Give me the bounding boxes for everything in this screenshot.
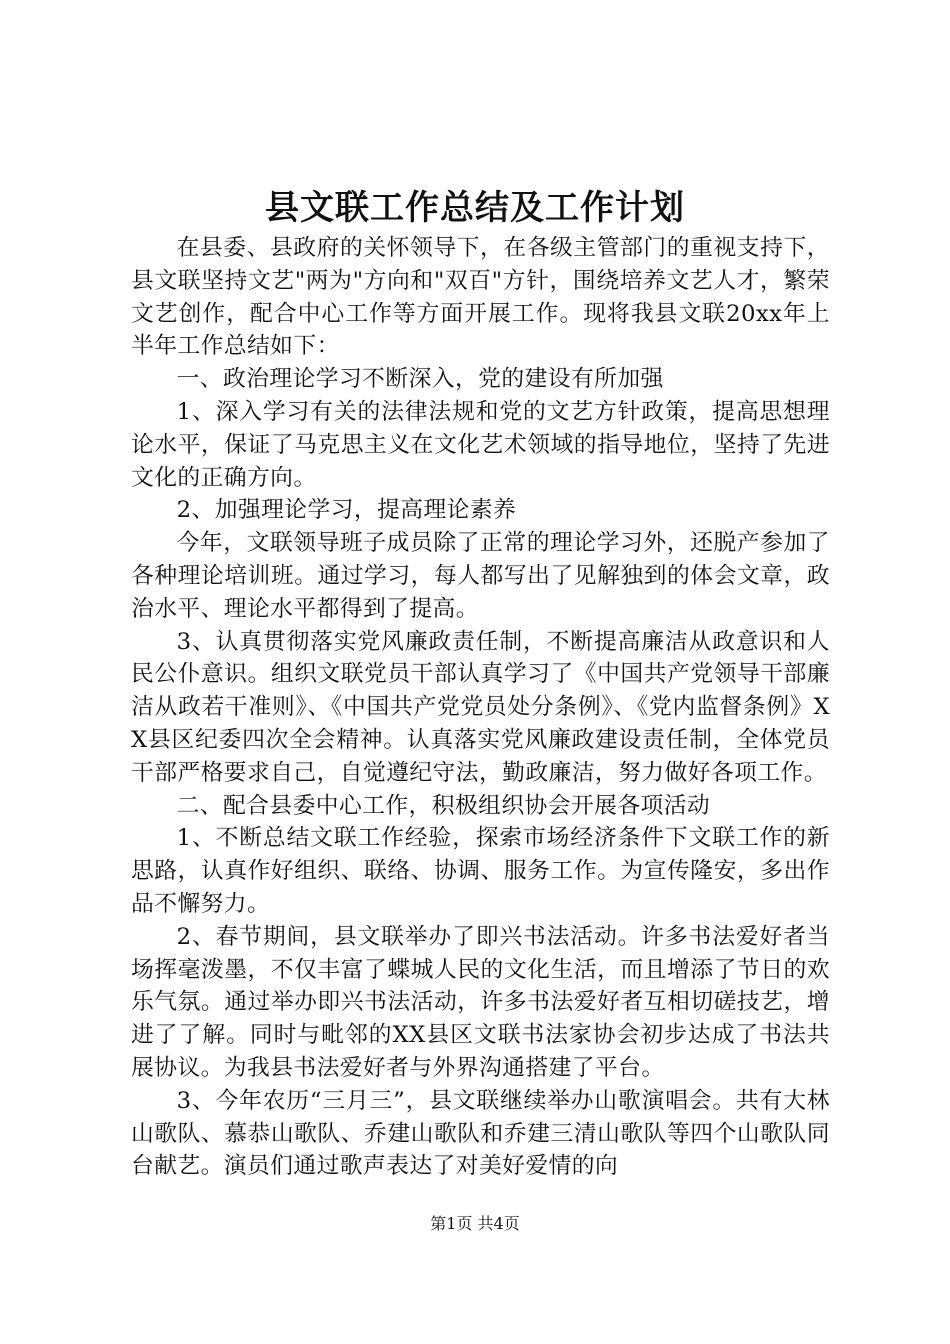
- document-title: 县文联工作总结及工作计划: [265, 188, 685, 228]
- paragraph-intro: 在县委、县政府的关怀领导下，在各级主管部门的重视支持下，县文联坚持文艺"两为"方向和"双百"方针，围绕培养文艺人才，繁荣文艺创作，配合中心工作等方面开展工作。现将我县文联20xx年上半年工作总结如下：: [131, 235, 830, 360]
- section-heading-1: 一、政治理论学习不断深入，党的建设有所加强: [176, 366, 664, 393]
- paragraph-1-1: 1、深入学习有关的法律法规和党的文艺方针政策，提高思想理论水平，保证了马克思主义在文化艺术领域的指导地位，坚持了先进文化的正确方向。: [131, 398, 830, 491]
- paragraph-2-3: 3、今年农历“三月三”，县文联继续举办山歌演唱会。共有大林山歌队、慕恭山歌队、乔建山歌队和乔建三清山歌队等四个山歌队同台献艺。演员们通过歌声表达了对美好爱情的向: [131, 1087, 830, 1180]
- section-heading-2: 二、配合县委中心工作，积极组织协会开展各项活动: [176, 792, 711, 819]
- paragraph-1-2-heading: 2、加强理论学习，提高理论素养: [176, 497, 517, 524]
- document-body: [131, 232, 830, 1183]
- paragraph-1-2-body: 今年，文联领导班子成员除了正常的理论学习外，还脱产参加了各种理论培训班。通过学习，每人都写出了见解独到的体会文章，政治水平、理论水平都得到了提高。: [131, 530, 830, 622]
- paragraph-1-3: 3、认真贯彻落实党风廉政责任制，不断提高廉洁从政意识和人民公仆意识。组织文联党员干部认真学习了《中国共产党领导干部廉洁从政若干准则》、《中国共产党党员处分条例》、《党内监督条例》XX县区纪委四次全会精神。认真落实党风廉政建设责任制，全体党员干部严格要求自己，自觉遵纪守法，勤政廉洁，努力做好各项工作。: [131, 628, 830, 786]
- page-number-footer: 第1页 共4页: [430, 1214, 520, 1233]
- paragraph-2-1: 1、不断总结文联工作经验，探索市场经济条件下文联工作的新思路，认真作好组织、联络、协调、服务工作。为宣传隆安，多出作品不懈努力。: [131, 825, 830, 917]
- paragraph-2-2: 2、春节期间，县文联举办了即兴书法活动。许多书法爱好者当场挥毫泼墨，不仅丰富了蝶城人民的文化生活，而且增添了节日的欢乐气氛。通过举办即兴书法活动，许多书法爱好者互相切磋技艺，增进了了解。同时与毗邻的XX县区文联书法家协会初步达成了书法共展协议。为我县书法爱好者与外界沟通搭建了平台。: [131, 923, 830, 1081]
